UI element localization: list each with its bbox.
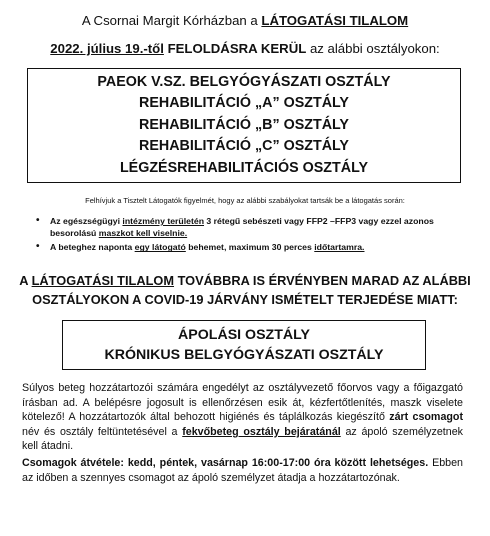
- paragraph-text: Ebben az időben a szennyes csomagot az ápoló személyzet átadja a hozzátartozónak.: [22, 457, 463, 484]
- header-line-1: [0, 13, 490, 28]
- rule-text: 3 rétegű sebészeti vagy FFP2 –FFP3 vagy ezzel azonos besorolású: [50, 216, 434, 239]
- department-item: REHABILITÁCIÓ „A” OSZTÁLY: [139, 95, 349, 112]
- bullet-icon: •: [36, 241, 40, 253]
- paragraph-text: név és osztály feltüntetésével a: [22, 425, 183, 438]
- rule-item-visitor: [36, 241, 458, 253]
- department-item: REHABILITÁCIÓ „B” OSZTÁLY: [139, 116, 349, 133]
- rules-intro: Felhívjuk a Tisztelt Látogatók figyelmét, hogy az alábbi szabályokat tartsák be a látogatás során:: [85, 196, 405, 205]
- department-item: KRÓNIKUS BELGYÓGYÁSZATI OSZTÁLY: [104, 347, 384, 363]
- header-line-2: [0, 41, 490, 56]
- ban-remains-heading: [10, 272, 480, 309]
- package-paragraph: [22, 456, 463, 485]
- lifted-departments-box: [27, 68, 461, 183]
- department-item: ÁPOLÁSI OSZTÁLY: [178, 327, 310, 343]
- date-label: 2022. július 19.-től: [50, 41, 164, 56]
- rule-text: A beteghez naponta: [50, 242, 135, 253]
- warning-text: A: [19, 273, 32, 288]
- relatives-paragraph: [22, 381, 463, 454]
- header-suffix: az alábbi osztályokon:: [306, 41, 440, 56]
- department-item: REHABILITÁCIÓ „C” OSZTÁLY: [139, 138, 349, 155]
- paragraph-text: Csomagok átvétele: kedd, péntek, vasárnap 16:00-17:00 óra között lehetséges.: [22, 457, 429, 469]
- paragraph-text: fekvőbeteg osztály bejáratánál: [182, 425, 341, 438]
- bullet-icon: •: [36, 215, 40, 226]
- warning-text: LÁTOGATÁSI TILALOM: [31, 273, 175, 288]
- paragraph-text: az ápoló személyzetnek kell átadni.: [22, 425, 463, 453]
- rule-text: Az egészségügyi: [50, 216, 123, 226]
- visiting-ban-label: LÁTOGATÁSI TILALOM: [261, 13, 409, 28]
- department-item: LÉGZÉSREHABILITÁCIÓS OSZTÁLY: [119, 159, 369, 176]
- lifted-label: FELOLDÁSRA KERÜL: [167, 41, 307, 56]
- rule-text: behemet, maximum 30 perces: [185, 242, 315, 253]
- rule-text: időtartamra.: [314, 242, 365, 253]
- header-intro: A Csornai Margit Kórházban a: [81, 13, 262, 28]
- rule-text: intézmény területén: [122, 216, 205, 226]
- paragraph-text: Súlyos beteg hozzátartozói számára engedélyt az osztályvezető főorvos vagy a főigazgató írásban ad. A belépésre jogosult is ellenőrzésen esik át, kézfertőtlenítés, maszk viselete kötelező! A hozzátartozók által behozott higiénés és táplálkozás kiegészítő: [22, 382, 463, 424]
- rule-text: egy látogató: [134, 242, 186, 253]
- warning-text: TOVÁBBRA IS ÉRVÉNYBEN MARAD AZ ALÁBBI OSZTÁLYOKON A COVID-19 JÁRVÁNY ISMÉTELT TERJEDÉSE MIATT:: [32, 273, 471, 307]
- department-item: PAEOK V.SZ. BELGYÓGYÁSZATI OSZTÁLY: [97, 73, 391, 90]
- rule-text: maszkot kell viselnie.: [98, 228, 188, 239]
- paragraph-text: zárt csomagot: [389, 411, 463, 424]
- restricted-departments-box: [62, 320, 426, 370]
- rule-item-mask: [36, 215, 458, 239]
- rules-list: [36, 215, 458, 256]
